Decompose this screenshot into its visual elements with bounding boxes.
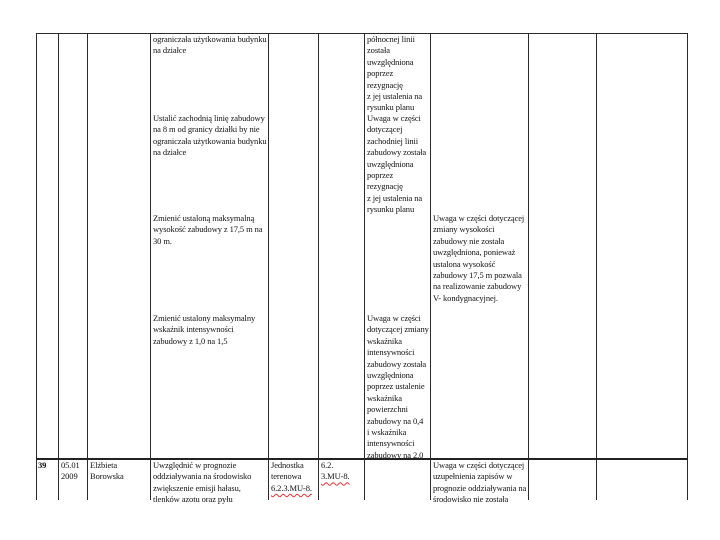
- resolution-reason-cell: Uwaga w części dotyczącej zmiany wskaźnika intensywności zabudowy została uwzględniona poprzez ustalenie wskaźnika powierzchni zabudowy na 0,4 i wskaźnika intensywności zabudowy na 2,0: [367, 313, 429, 460]
- name-cell: Elżbieta Borowska: [90, 460, 124, 482]
- request-text-cell: ograniczała użytkowania budynku na działce: [153, 34, 267, 56]
- table-rule: [87, 33, 88, 500]
- resolution-reason-cell: Uwaga w części dotyczącej zachodniej linii zabudowy została uwzględniona poprzez rezygnację z jej ustalenia na rysunku planu: [367, 113, 427, 215]
- request-text-cell: Ustalić zachodnią linię zabudowy na 8 m od granicy działki by nie ograniczała użytkowania budynku na działce: [153, 113, 267, 158]
- table-rule: [430, 33, 431, 500]
- parcel-designation: 6.2.3.MU-8.: [271, 482, 312, 493]
- note-cell: Uwaga w części dotyczącej uzupełnienia zapisów w prognozie oddziaływania na środowisko nie została: [433, 460, 527, 505]
- table-rule: [528, 33, 529, 500]
- parcel-cell: [271, 460, 317, 494]
- date-cell: 05.01 2009: [61, 460, 80, 482]
- table-top-rule: [36, 33, 687, 34]
- zone-cell: [321, 460, 363, 483]
- table-rule: [58, 33, 59, 500]
- row-number: 39: [38, 460, 47, 470]
- request-text-cell: Zmienić ustalony maksymalny wskaźnik intensywności zabudowy z 1,0 na 1,5: [153, 313, 256, 346]
- zone-designation: 3.MU-8.: [321, 471, 350, 482]
- note-cell: Uwaga w części dotyczącej zmiany wysokości zabudowy nie została uwzględniona, ponieważ ustalona wysokość zabudowy 17,5 m pozwala na realizowanie zabudowy V- kondygnacyjnej.: [433, 213, 525, 303]
- table-rule: [596, 33, 597, 500]
- table-rule: [150, 33, 151, 500]
- table-rule: [318, 33, 319, 500]
- request-text-cell: Uwzględnić w prognozie oddziaływania na środowisko zwiększenie emisji hałasu, tlenków azotu oraz pyłu: [153, 460, 252, 505]
- table-rule: [36, 33, 37, 500]
- table-rule: [687, 33, 688, 500]
- resolution-reason-cell: północnej linii została uwzględniona poprzez rezygnację z jej ustalenia na rysunku planu: [367, 34, 423, 113]
- table-rule: [268, 33, 269, 500]
- request-text-cell: Zmienić ustaloną maksymalną wysokość zabudowy z 17,5 m na 30 m.: [153, 213, 263, 246]
- table-rule: [364, 33, 365, 500]
- zone-line: 6.2.: [321, 460, 334, 470]
- parcel-label: Jednostka terenowa: [271, 460, 304, 482]
